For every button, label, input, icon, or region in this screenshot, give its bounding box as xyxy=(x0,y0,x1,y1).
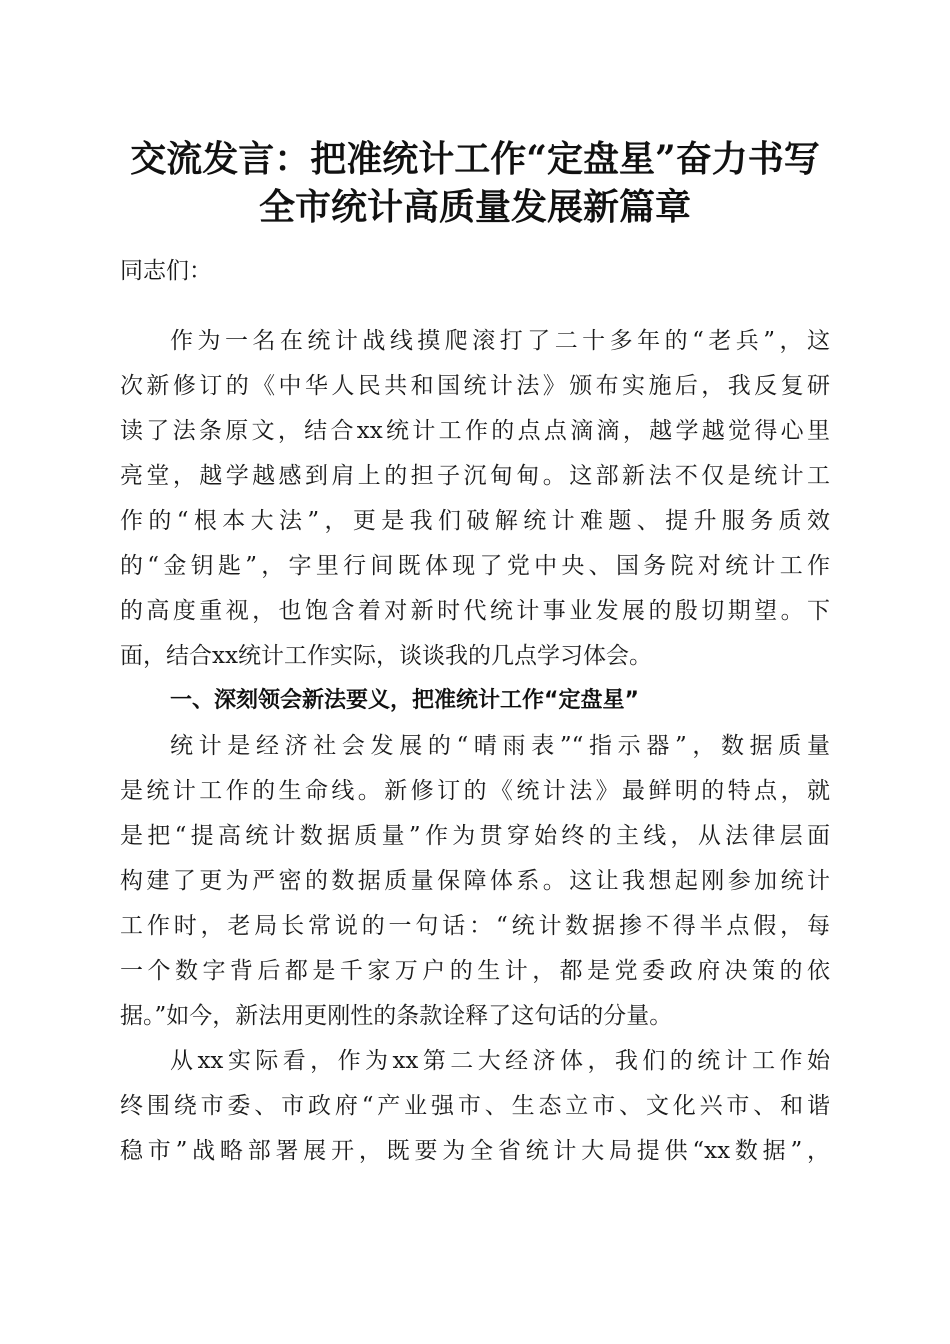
section-paragraph-1-line-2: 是统计工作的生命线。新修订的《统计法》最鲜明的特点，就 xyxy=(120,778,830,804)
section-paragraph-1-line-7: 据。”如今，新法用更刚性的条款诠释了这句话的分量。 xyxy=(120,1003,673,1029)
section-paragraph-1-line-3: 是把“提高统计数据质量”作为贯穿始终的主线，从法律层面 xyxy=(120,823,830,849)
section-paragraph-1-line-5: 工作时，老局长常说的一句话：“统计数据掺不得半点假，每 xyxy=(120,913,830,939)
paragraph-1-line-3: 读了法条原文，结合xx统计工作的点点滴滴，越学越觉得心里 xyxy=(120,418,830,444)
paragraph-1-line-1: 作为一名在统计战线摸爬滚打了二十多年的“老兵”，这 xyxy=(170,328,830,354)
section-paragraph-1-line-6: 一个数字背后都是千家万户的生计，都是党委政府决策的依 xyxy=(120,958,830,984)
paragraph-1-line-8: 面，结合xx统计工作实际，谈谈我的几点学习体会。 xyxy=(120,643,652,669)
paragraph-1-line-6: 的“金钥匙”，字里行间既体现了党中央、国务院对统计工作 xyxy=(120,553,830,579)
document-title-line-2: 全市统计高质量发展新篇章 xyxy=(258,186,691,228)
paragraph-1-line-7: 的高度重视，也饱含着对新时代统计事业发展的殷切期望。下 xyxy=(120,598,830,624)
section-paragraph-1-line-1: 统计是经济社会发展的“晴雨表”“指示器”，数据质量 xyxy=(170,733,830,759)
section-paragraph-2-line-1: 从xx实际看，作为xx第二大经济体，我们的统计工作始 xyxy=(170,1048,830,1074)
document-title-line-1: 交流发言：把准统计工作“定盘星”奋力书写 xyxy=(130,138,820,180)
paragraph-1-line-2: 次新修订的《中华人民共和国统计法》颁布实施后，我反复研 xyxy=(120,373,830,399)
paragraph-1-line-5: 作的“根本大法”，更是我们破解统计难题、提升服务质效 xyxy=(120,508,830,534)
section-paragraph-1-line-4: 构建了更为严密的数据质量保障体系。这让我想起刚参加统计 xyxy=(120,868,830,894)
section-heading: 一、深刻领会新法要义，把准统计工作“定盘星” xyxy=(170,688,639,713)
section-paragraph-2-line-3: 稳市”战略部署展开，既要为全省统计大局提供“xx数据”， xyxy=(120,1138,830,1164)
salutation: 同志们： xyxy=(120,258,212,284)
paragraph-1-line-4: 亮堂，越学越感到肩上的担子沉甸甸。这部新法不仅是统计工 xyxy=(120,463,830,489)
section-paragraph-2-line-2: 终围绕市委、市政府“产业强市、生态立市、文化兴市、和谐 xyxy=(120,1093,830,1119)
